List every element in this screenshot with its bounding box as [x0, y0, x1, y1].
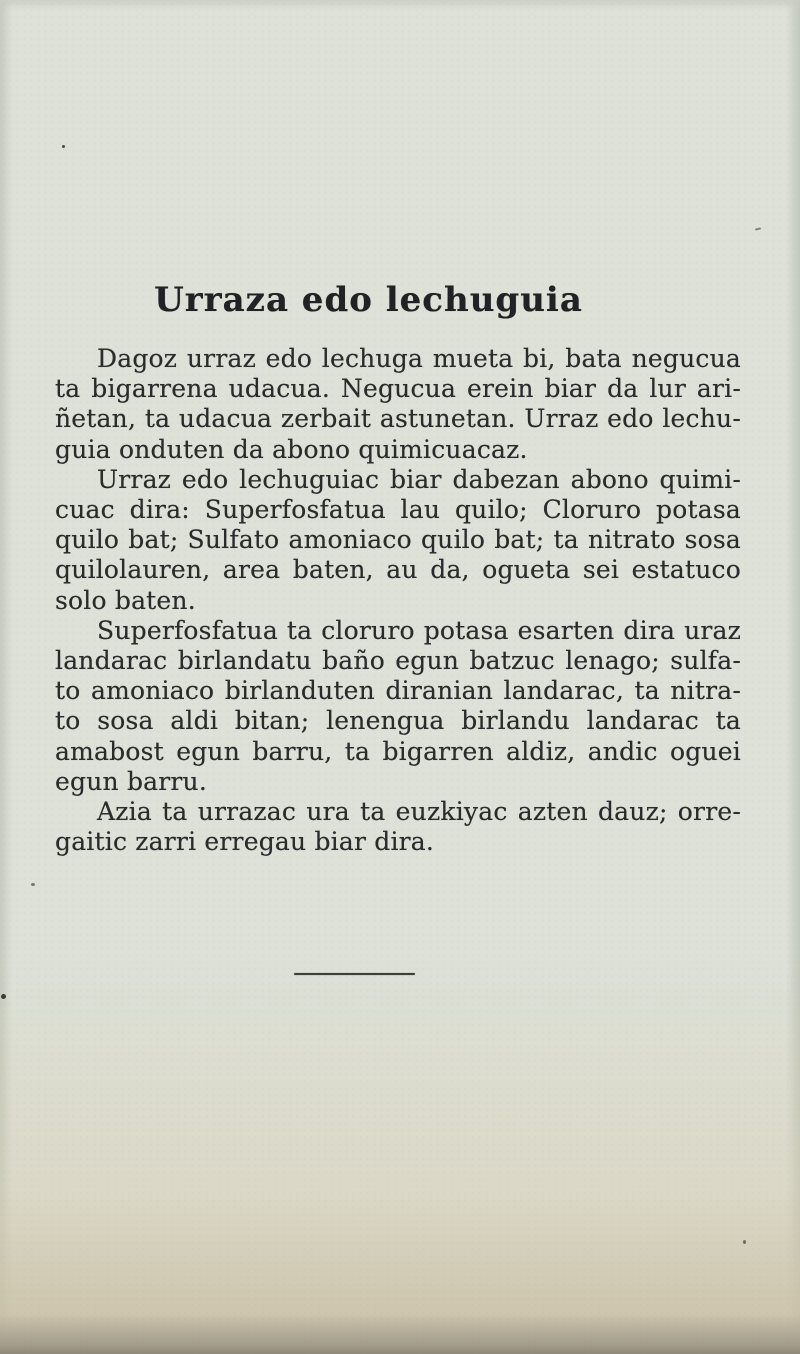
text-line: amabost egun barru, ta bigarren aldiz, andic oguei [55, 736, 741, 766]
text-line: gaitic zarri erregau biar dira. [55, 827, 435, 857]
text-line: egun barru. [55, 766, 208, 796]
text-line: solo baten. [55, 585, 196, 615]
page-title: Urraza edo lechuguia [154, 280, 583, 320]
text-line: to amoniaco birlanduten diranian landarac, ta nitra- [55, 676, 741, 706]
text-line: Urraz edo lechuguiac biar dabezan abono quimi- [97, 464, 741, 494]
paper-speck [755, 227, 761, 230]
text-line: quilo bat; Sulfato amoniaco quilo bat; ta nitrato sosa [55, 525, 741, 555]
paper-speck [743, 1240, 746, 1244]
text-line: ñetan, ta udacua zerbait astunetan. Urraz edo lechu- [55, 404, 741, 434]
text-line: ta bigarrena udacua. Negucua erein biar da lur ari- [55, 374, 741, 404]
text-line: Superfosfatua ta cloruro potasa esarten dira uraz [97, 615, 741, 645]
paper-speck [62, 145, 65, 148]
text-line: quilolauren, area baten, au da, ogueta sei estatuco [55, 555, 741, 585]
section-divider [294, 973, 415, 975]
text-line: guia onduten da abono quimicuacaz. [55, 434, 528, 464]
text-line: to sosa aldi bitan; lenengua birlandu landarac ta [55, 706, 741, 736]
paper-speck [31, 883, 35, 886]
text-block [55, 344, 741, 857]
paper-speck [1, 994, 6, 999]
text-line: Azia ta urrazac ura ta euzkiyac azten dauz; orre- [97, 797, 741, 827]
text-line: landarac birlandatu baño egun batzuc lenago; sulfa- [55, 646, 741, 676]
text-line: cuac dira: Superfosfatua lau quilo; Cloruro potasa [55, 495, 741, 525]
text-line: Dagoz urraz edo lechuga mueta bi, bata negucua [97, 344, 741, 373]
